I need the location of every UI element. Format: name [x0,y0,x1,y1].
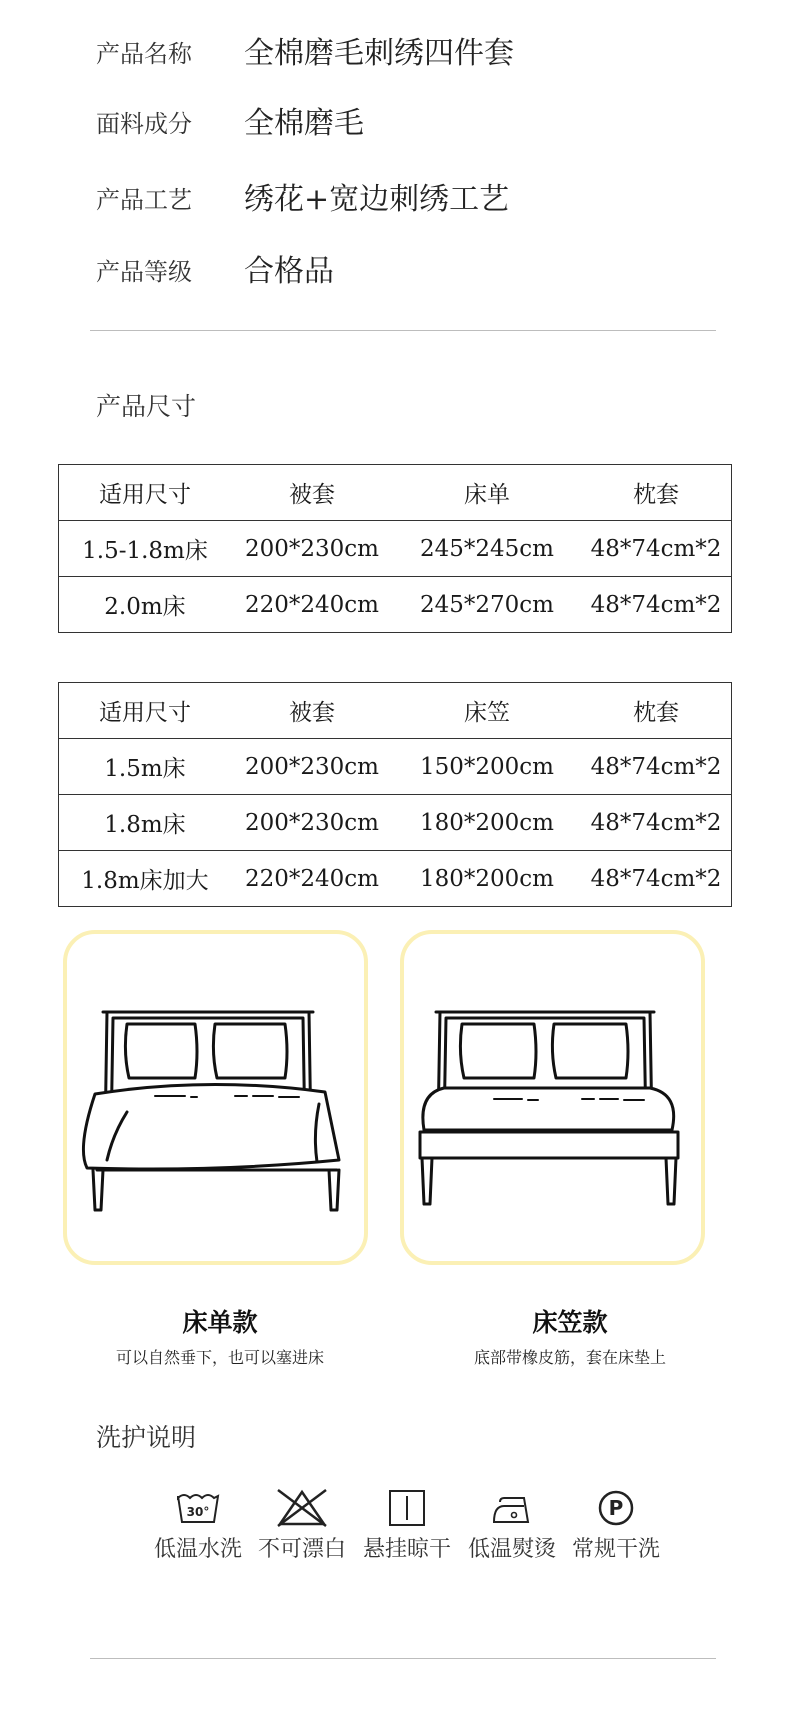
spec-label-name: 产品名称 [96,40,192,68]
spec-label-material: 面料成分 [96,110,192,138]
care-label: 悬挂晾干 [362,1537,451,1562]
iron-low-icon [490,1488,534,1528]
table-row [59,851,732,907]
dry-clean-p-icon [596,1488,636,1528]
wash-temp-label: 30° [186,1505,210,1519]
care-label: 低温熨烫 [467,1537,556,1562]
table-cell: 48*74cm*2 [581,521,732,577]
bed-with-fitted-sheet-icon [404,934,701,1261]
care-label: 不可漂白 [257,1537,346,1562]
care-section-title: 洗护说明 [96,1423,197,1452]
size-table-flat-sheet [58,464,732,633]
bed-style-title-flat: 床单款 [182,1308,258,1337]
table-header-cell: 枕套 [581,683,732,739]
size-table-fitted-sheet [58,682,732,907]
table-row [59,577,732,633]
table-cell: 180*200cm [393,795,581,851]
table-header-cell: 床笠 [393,683,581,739]
care-item-iron [460,1488,564,1563]
table-cell: 1.8m床 [59,795,232,851]
table-header-cell: 适用尺寸 [59,683,232,739]
no-bleach-icon [274,1488,330,1528]
care-item-dry-clean [564,1488,668,1563]
table-row [59,739,732,795]
care-item-line-dry [355,1488,459,1563]
table-header-cell: 被套 [231,465,393,521]
spec-label-craft: 产品工艺 [96,186,192,214]
size-section-title: 产品尺寸 [96,392,197,421]
table-row [59,521,732,577]
table-cell: 200*230cm [231,521,393,577]
table-cell: 48*74cm*2 [581,795,732,851]
table-cell: 245*245cm [393,521,581,577]
table-header-cell: 适用尺寸 [59,465,232,521]
care-label: 常规干洗 [571,1537,660,1562]
spec-value-craft: 绣花+宽边刺绣工艺 [244,182,510,217]
care-label: 低温水洗 [153,1537,242,1562]
table-header-cell: 床单 [393,465,581,521]
line-dry-icon [387,1488,427,1528]
wash-30-icon [174,1488,222,1528]
bed-style-title-fitted: 床笠款 [532,1308,608,1337]
bed-style-desc-flat: 可以自然垂下，也可以塞进床 [115,1348,324,1367]
table-cell: 48*74cm*2 [581,577,732,633]
bed-card-flat-sheet [63,930,368,1265]
table-cell: 1.5m床 [59,739,232,795]
spec-value-grade: 合格品 [244,254,334,289]
care-item-wash [146,1488,250,1563]
dry-clean-symbol: P [608,1496,624,1520]
table-header-cell: 枕套 [581,465,732,521]
divider-top [90,330,716,331]
spec-value-name: 全棉磨毛刺绣四件套 [244,36,514,71]
table-cell: 150*200cm [393,739,581,795]
divider-bottom [90,1658,716,1659]
table-cell: 200*230cm [231,795,393,851]
table-header-row [59,683,732,739]
table-row [59,795,732,851]
bed-style-desc-fitted: 底部带橡皮筋，套在床垫上 [473,1348,666,1367]
table-cell: 1.5-1.8m床 [59,521,232,577]
spec-value-material: 全棉磨毛 [244,106,364,141]
spec-label-grade: 产品等级 [96,258,192,286]
table-cell: 1.8m床加大 [59,851,232,907]
table-cell: 200*230cm [231,739,393,795]
table-cell: 220*240cm [231,851,393,907]
bed-with-flat-sheet-icon [67,934,364,1261]
bed-card-fitted-sheet [400,930,705,1265]
table-cell: 220*240cm [231,577,393,633]
table-cell: 48*74cm*2 [581,739,732,795]
table-cell: 2.0m床 [59,577,232,633]
table-cell: 180*200cm [393,851,581,907]
table-cell: 245*270cm [393,577,581,633]
care-item-no-bleach [250,1488,354,1563]
table-header-cell: 被套 [231,683,393,739]
table-cell: 48*74cm*2 [581,851,732,907]
table-header-row [59,465,732,521]
